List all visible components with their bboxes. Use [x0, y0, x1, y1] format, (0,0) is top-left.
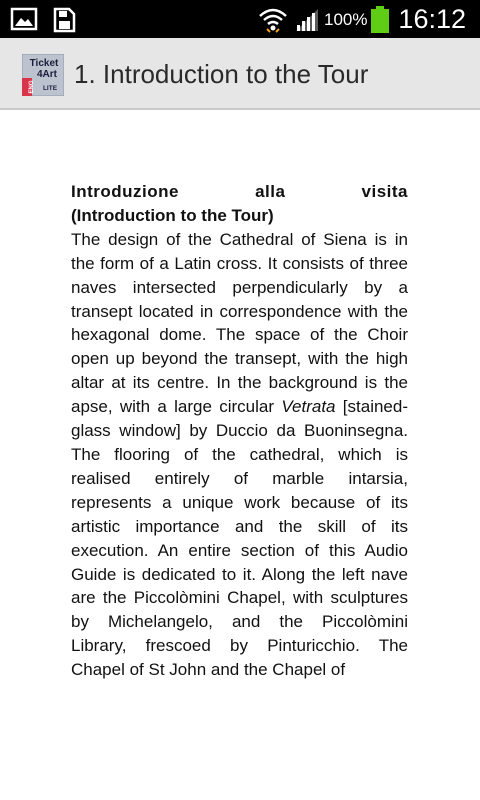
- battery-percent: 100%: [324, 10, 368, 29]
- gallery-icon: [10, 7, 38, 31]
- body-text-italic: Vetrata: [281, 397, 336, 417]
- signal-icon: [294, 7, 320, 33]
- body-text-part-1: The design of the Cathedral of Siena is in the form of a Latin cross. It consists of three naves intersected perpendicularly by a transept located in correspondence with the hexagonal dome. The space of the Choir open up beyond the transept, with the high altar at its centre. In the background is the apse, with a large circular: [71, 229, 408, 417]
- logo-text-lite: LITE: [42, 85, 58, 92]
- content-clip: [0, 730, 480, 800]
- action-bar: [0, 38, 480, 110]
- article-content: [71, 180, 408, 682]
- clock: 16:12: [398, 4, 466, 34]
- article-body: [71, 228, 408, 682]
- logo-text-eng: ENG: [29, 80, 35, 94]
- article-heading: Introduzione alla visita: [71, 182, 408, 201]
- page-title: 1. Introduction to the Tour: [74, 59, 369, 89]
- status-bar: [0, 0, 480, 38]
- logo-text-ticket: Ticket: [29, 58, 59, 69]
- logo-text-4art: 4Art: [36, 69, 58, 80]
- wifi-icon: [258, 7, 288, 35]
- body-text-part-2: [stained-glass window] by Duccio da Buoninsegna. The flooring of the cathedral, which is realised entirely of marble intarsia, represents a unique work because of its artistic importance and the skill of its execution. An entire section of this Audio Guide is dedicated to it. Along the left nave are the Piccolòmini Chapel, with sculptures by Michelangelo, and the Piccolòmini Library, frescoed by Pinturicchio. The Chapel of St John and the Chapel of: [71, 397, 408, 680]
- article-subheading: (Introduction to the Tour): [71, 205, 274, 225]
- app-logo-icon[interactable]: [22, 54, 64, 96]
- sd-card-icon: [52, 7, 76, 33]
- battery-icon: [370, 6, 390, 34]
